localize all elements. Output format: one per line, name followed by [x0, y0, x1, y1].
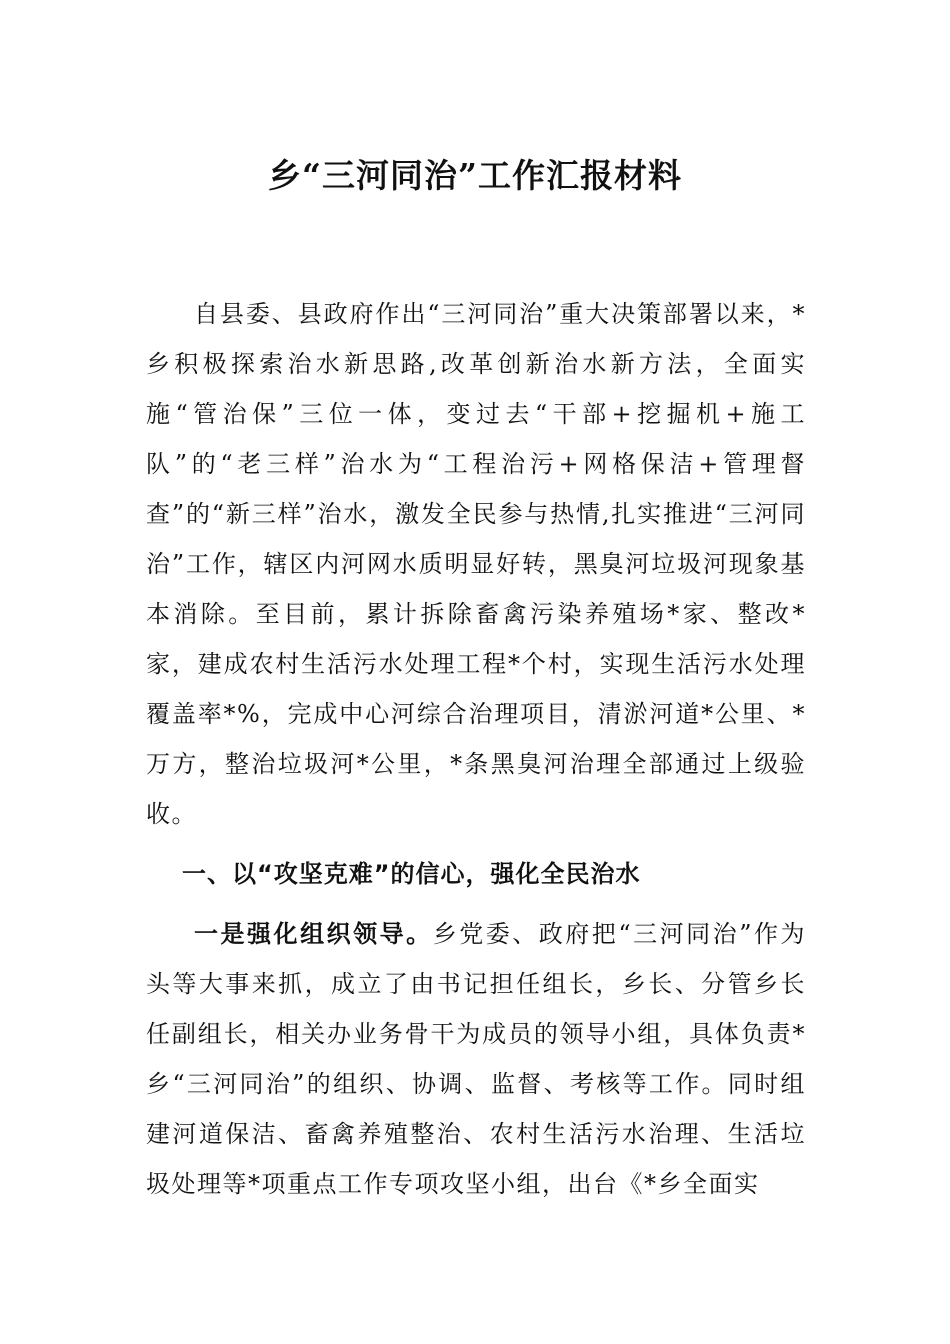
paragraph-text: 乡党委、政府把“三河同治”作为头等大事来抓，成立了由书记担任组长，乡长、分管乡长任副组长，相关办业务骨干为成员的领导小组，具体负责*乡“三河同治”的组织、协调、监督、考核等工作。同时组建河道保洁、畜禽养殖整治、农村生活污水治理、生活垃圾处理等*项重点工作专项攻坚小组，出台《*乡全面实: [146, 920, 807, 1198]
paragraph-lead: 一是强化组织领导。: [194, 920, 433, 948]
document-title: 乡“三河同治”工作汇报材料: [268, 156, 682, 195]
document-body: [146, 289, 806, 1209]
intro-paragraph: 自县委、县政府作出“三河同治”重大决策部署以来，*乡积极探索治水新思路,改革创新治水新方法，全面实施“管治保”三位一体，变过去“干部+挖掘机+施工队”的“老三样”治水为“工程治污+网格保洁+管理督查”的“新三样”治水，激发全民参与热情,扎实推进“三河同治”工作，辖区内河网水质明显好转，黑臭河垃圾河现象基本消除。至目前，累计拆除畜禽污染养殖场*家、整改*家，建成农村生活污水处理工程*个村，实现生活污水处理覆盖率*%，完成中心河综合治理项目，清淤河道*公里、*万方，整治垃圾河*公里，*条黑臭河治理全部通过上级验收。: [146, 300, 806, 828]
section-heading: 一、以“攻坚克难”的信心，强化全民治水: [182, 860, 641, 888]
section-paragraph: [146, 909, 806, 1209]
